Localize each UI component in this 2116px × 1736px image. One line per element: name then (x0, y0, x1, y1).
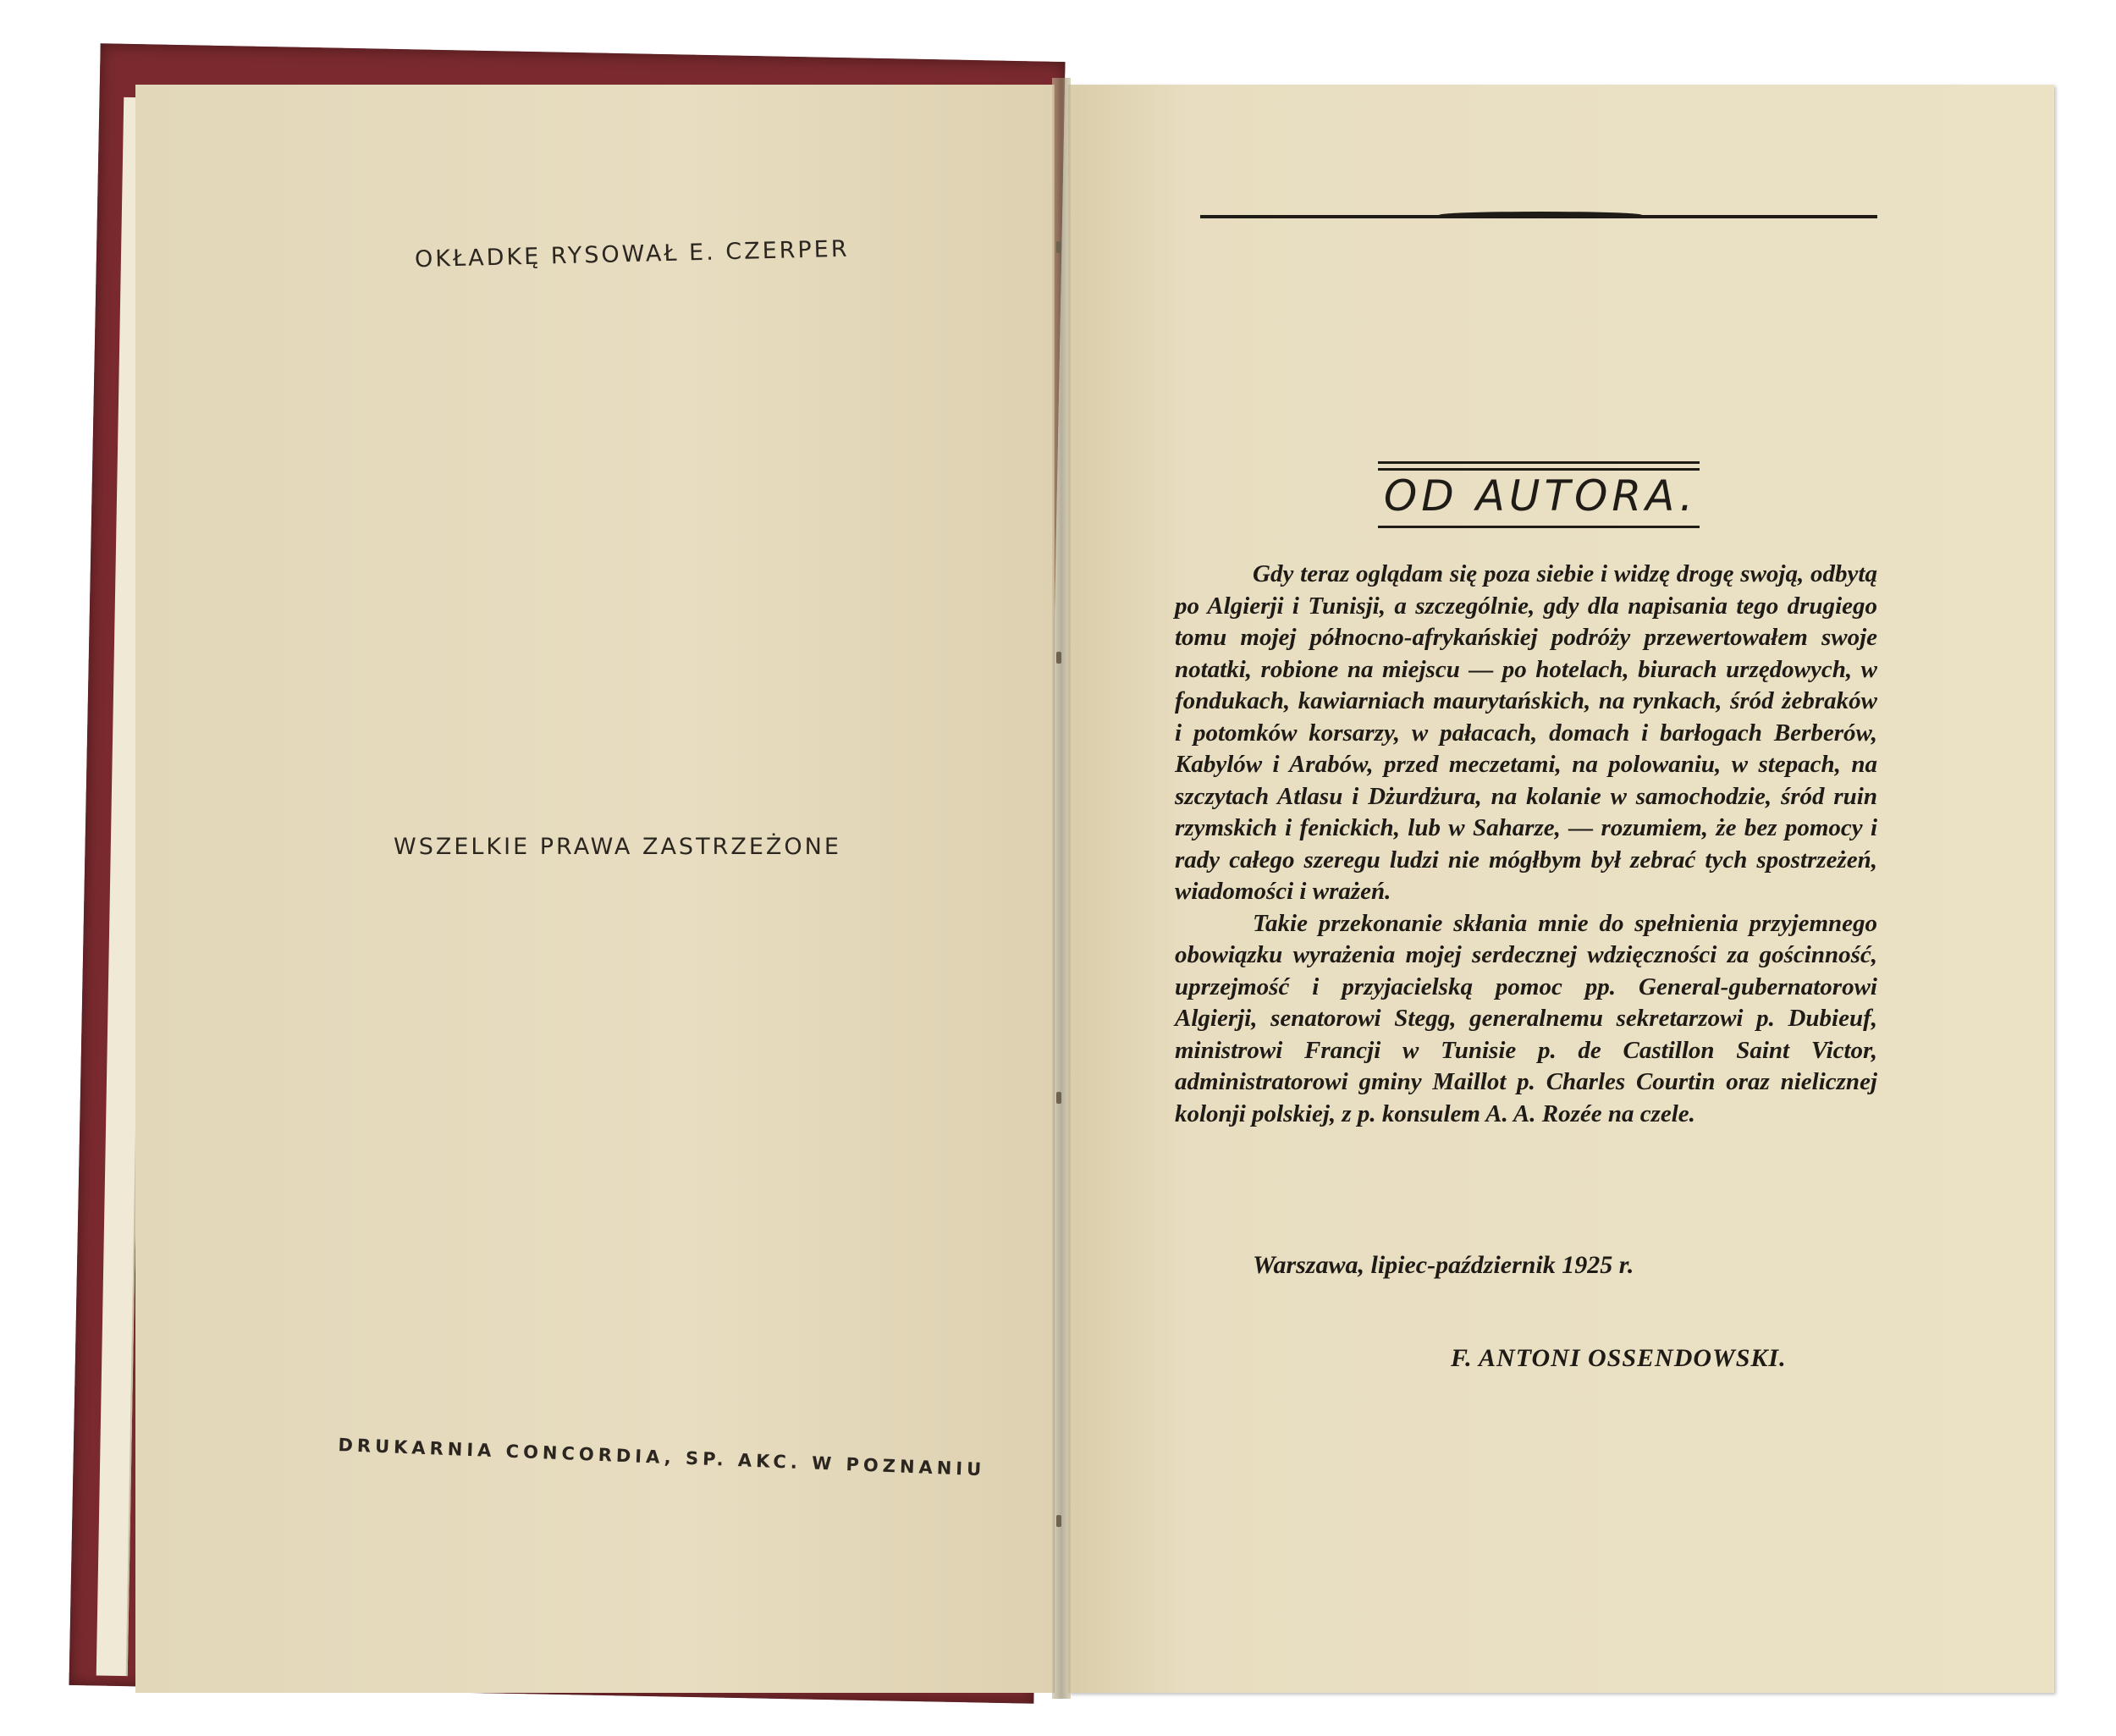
title-rule-top (1378, 461, 1700, 464)
foreword-paragraph: Gdy teraz oglądam się poza siebie i widzę drogę swoją, odbytą po Algierji i Tunisji, a szczególnie, gdy dla napisania tego drugiego tomu mojej północno-afrykańskiej podróży przewertowałem swoje notatki, robione na miejscu — po hotelach, biurach urzędowych, w fondukach, kawiarniach maurytańskich, na rynkach, śród żebraków i potomków korsarzy, w pałacach, domach i barłogach Berberów, Kabylów i Arabów, przed meczetami, na polowaniu, w stepach, na szczytach Atlasu i Dżurdżura, na kolanie w samochodzie, śród ruin rzymskich i fenickich, lub w Saharze, — rozumiem, że bez pomocy i rady całego szeregu ludzi nie mógłbym był zebrać tych spostrzeżeń, wiadomości i wrażeń. (1175, 560, 1877, 905)
title-underline (1378, 526, 1700, 528)
author-signature: F. ANTONI OSSENDOWSKI. (1451, 1344, 1787, 1372)
binding-stitch (1056, 1092, 1061, 1104)
foreword-text (1175, 559, 1877, 1130)
binding-stitch (1056, 1515, 1061, 1527)
rights-notice: WSZELKIE PRAWA ZASTRZEŻONE (394, 834, 841, 860)
cover-credit: OKŁADKĘ RYSOWAŁ E. CZERPER (414, 235, 850, 273)
place-date: Warszawa, lipiec-październik 1925 r. (1253, 1251, 1634, 1279)
printer-imprint: DRUKARNIA CONCORDIA, SP. AKC. W POZNANIU (338, 1435, 986, 1480)
binding-stitch (1056, 652, 1061, 664)
title-rule-top (1378, 468, 1700, 471)
book-gutter (1052, 78, 1071, 1699)
header-rule-ornament (1439, 212, 1642, 218)
binding-stitch (1056, 241, 1061, 253)
page-title: OD AUTORA. (1383, 471, 1698, 521)
foreword-paragraph: Takie przekonanie skłania mnie do spełnienia przyjemnego obowiązku wyrażenia mojej serdecznej wdzięczności za gościnność, uprzejmość i przyjacielską pomoc pp. General-gubernatorowi Algierji, senatorowi Stegg, generalnemu sekretarzowi p. Dubieuf, ministrowi Francji w Tunisie p. de Castillon Saint Victor, administratorowi gminy Maillot p. Charles Courtin oraz nielicznej kolonji polskiej, z p. konsulem A. A. Rozée na czele. (1175, 909, 1877, 1127)
